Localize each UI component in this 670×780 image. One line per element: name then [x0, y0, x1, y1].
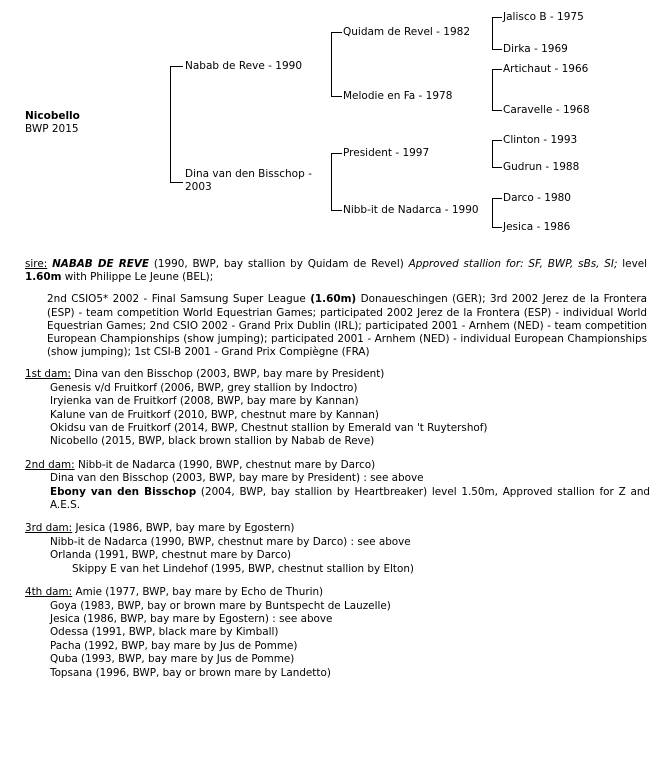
bracket-line [492, 198, 502, 199]
offspring-line: Kalune van de Fruitkorf (2010, BWP, chestnut mare by Kannan) [50, 408, 379, 421]
offspring-line: Nibb-it de Nadarca (1990, BWP, chestnut mare by Darco) : see above [50, 535, 411, 548]
pedigree-node-gen1-dam: Dina van den Bisschop - 2003 [185, 168, 312, 193]
pedigree-node-gen1-sire: Nabab de Reve - 1990 [185, 60, 302, 72]
dam-heading-text: Dina van den Bisschop (2003, BWP, bay mare by President) [71, 368, 385, 381]
pedigree-node-gen3-4: Caravelle - 1968 [503, 104, 590, 116]
sire-approved: Approved stallion for: SF, BWP, sBs, SI; [408, 258, 618, 270]
pedigree-node-gen2-1: Quidam de Revel - 1982 [343, 26, 471, 38]
dam-group-2 [25, 458, 650, 513]
sire-text-2: level [617, 258, 647, 270]
dam-heading-label: 1st dam: [25, 368, 71, 381]
offspring-line [50, 486, 650, 513]
pedigree-node-gen3-1: Jalisco B - 1975 [503, 11, 584, 23]
subject-name: Nicobello [25, 110, 80, 122]
bracket-line [170, 66, 183, 67]
sire-paragraph [25, 258, 647, 284]
subject-detail: BWP 2015 [25, 122, 79, 135]
dam-group-3 [25, 522, 647, 576]
pedigree-tree [0, 0, 670, 238]
bracket-line [492, 17, 502, 18]
bracket-line [492, 140, 493, 167]
bracket-line [331, 32, 332, 96]
bracket-line [170, 66, 171, 182]
bracket-line [331, 96, 342, 97]
dam-heading-text: Jesica (1986, BWP, bay mare by Egostern) [72, 522, 295, 535]
offspring-line: Topsana (1996, BWP, bay or brown mare by Landetto) [50, 666, 331, 679]
offspring-name-bold: Ebony van den Bisschop [50, 485, 197, 498]
pedigree-node-gen3-7: Darco - 1980 [503, 192, 571, 204]
bracket-line [331, 210, 342, 211]
bracket-line [331, 32, 342, 33]
dam-heading-label: 3rd dam: [25, 522, 73, 535]
bracket-line [492, 198, 493, 227]
dam-heading-1 [25, 368, 647, 381]
bracket-line [492, 167, 502, 168]
bracket-line [170, 182, 183, 183]
dam-heading-3 [25, 522, 647, 535]
pedigree-node-subject [25, 110, 80, 135]
bracket-line [492, 69, 493, 110]
bracket-line [331, 153, 332, 210]
bracket-line [492, 140, 502, 141]
sire-name: NABAB DE REVE [52, 258, 149, 270]
offspring-line: Orlanda (1991, BWP, chestnut mare by Darco) [50, 549, 292, 562]
offspring-line: Odessa (1991, BWP, black mare by Kimball) [50, 626, 279, 639]
bracket-line [492, 49, 502, 50]
offspring-line: Dina van den Bisschop (2003, BWP, bay mare by President) : see above [50, 472, 424, 485]
offspring-line: Genesis v/d Fruitkorf (2006, BWP, grey stallion by Indoctro) [50, 381, 358, 394]
bracket-line [492, 17, 493, 49]
dam-heading-text: Nibb-it de Nadarca (1990, BWP, chestnut mare by Darco) [74, 458, 376, 471]
sire-text-1: (1990, BWP, bay stallion by Quidam de Revel) [148, 258, 409, 270]
offspring-line: Quba (1993, BWP, bay mare by Jus de Pomme) [50, 653, 295, 666]
dam-heading-label: 2nd dam: [25, 458, 75, 471]
offspring-line: Nicobello (2015, BWP, black brown stallion by Nabab de Reve) [50, 435, 375, 448]
offspring-line: Iryienka van de Fruitkorf (2008, BWP, bay mare by Kannan) [50, 395, 359, 408]
pedigree-node-gen3-2: Dirka - 1969 [503, 43, 568, 55]
offspring-line: Skippy E van het Lindehof (1995, BWP, chestnut stallion by Elton) [72, 562, 414, 575]
sire-level-highlight: (1.60m) [310, 293, 357, 306]
pedigree-node-gen2-2: Melodie en Fa - 1978 [343, 90, 453, 102]
sire-achievements: 2nd CSIO5* 2002 - Final Samsung Super League (1.60m) Donaueschingen (GER); 3rd 2002 Jerez de la Frontera (ESP) - team competition World Equestrian Games; participated 2002 Jerez de la Frontera (ESP) - individual World Equestrian Games; 2nd CSIO 2002 - Grand Prix Dublin (IRL); participated 2001 - Arnhem (NED) - team competition European Championships (show jumping); participated 2001 - Arnhem (NED) - individual European Championships (show jumping); 1st CSI-B 2001 - Grand Prix Compiègne (FRA) [47, 293, 647, 359]
bracket-line [492, 227, 502, 228]
bracket-line [492, 69, 502, 70]
pedigree-node-gen3-3: Artichaut - 1966 [503, 63, 589, 75]
dam-heading-text: Amie (1977, BWP, bay mare by Echo de Thurin) [72, 586, 324, 599]
offspring-line: Jesica (1986, BWP, bay mare by Egostern) : see above [50, 612, 333, 625]
offspring-line: Okidsu van de Fruitkorf (2014, BWP, Chestnut stallion by Emerald van 't Ruytershof) [50, 422, 488, 435]
bracket-line [331, 153, 342, 154]
pedigree-node-gen2-4: Nibb-it de Nadarca - 1990 [343, 204, 479, 216]
dam-heading-2 [25, 459, 647, 472]
pedigree-node-gen3-5: Clinton - 1993 [503, 134, 578, 146]
dam-group-1 [25, 368, 647, 448]
pedigree-details [25, 258, 650, 690]
dam-group-4 [25, 586, 647, 680]
dam-heading-label: 4th dam: [25, 586, 73, 599]
sire-level: 1.60m [25, 271, 62, 284]
pedigree-node-gen2-3: President - 1997 [343, 147, 430, 159]
offspring-line: Pacha (1992, BWP, bay mare by Jus de Pomme) [50, 639, 298, 652]
pedigree-node-gen3-8: Jesica - 1986 [503, 221, 571, 233]
pedigree-node-gen3-6: Gudrun - 1988 [503, 161, 580, 173]
sire-text-3: with Philippe Le Jeune (BEL); [61, 271, 214, 284]
dam-heading-4 [25, 586, 647, 599]
bracket-line [492, 110, 502, 111]
offspring-text: (2004, BWP, bay stallion by Heartbreaker) level 1.50m, Approved stallion for Z and A.E.S. [50, 485, 650, 512]
sire-label: sire: [25, 258, 48, 270]
offspring-line: Goya (1983, BWP, bay or brown mare by Buntspecht de Lauzelle) [50, 599, 391, 612]
